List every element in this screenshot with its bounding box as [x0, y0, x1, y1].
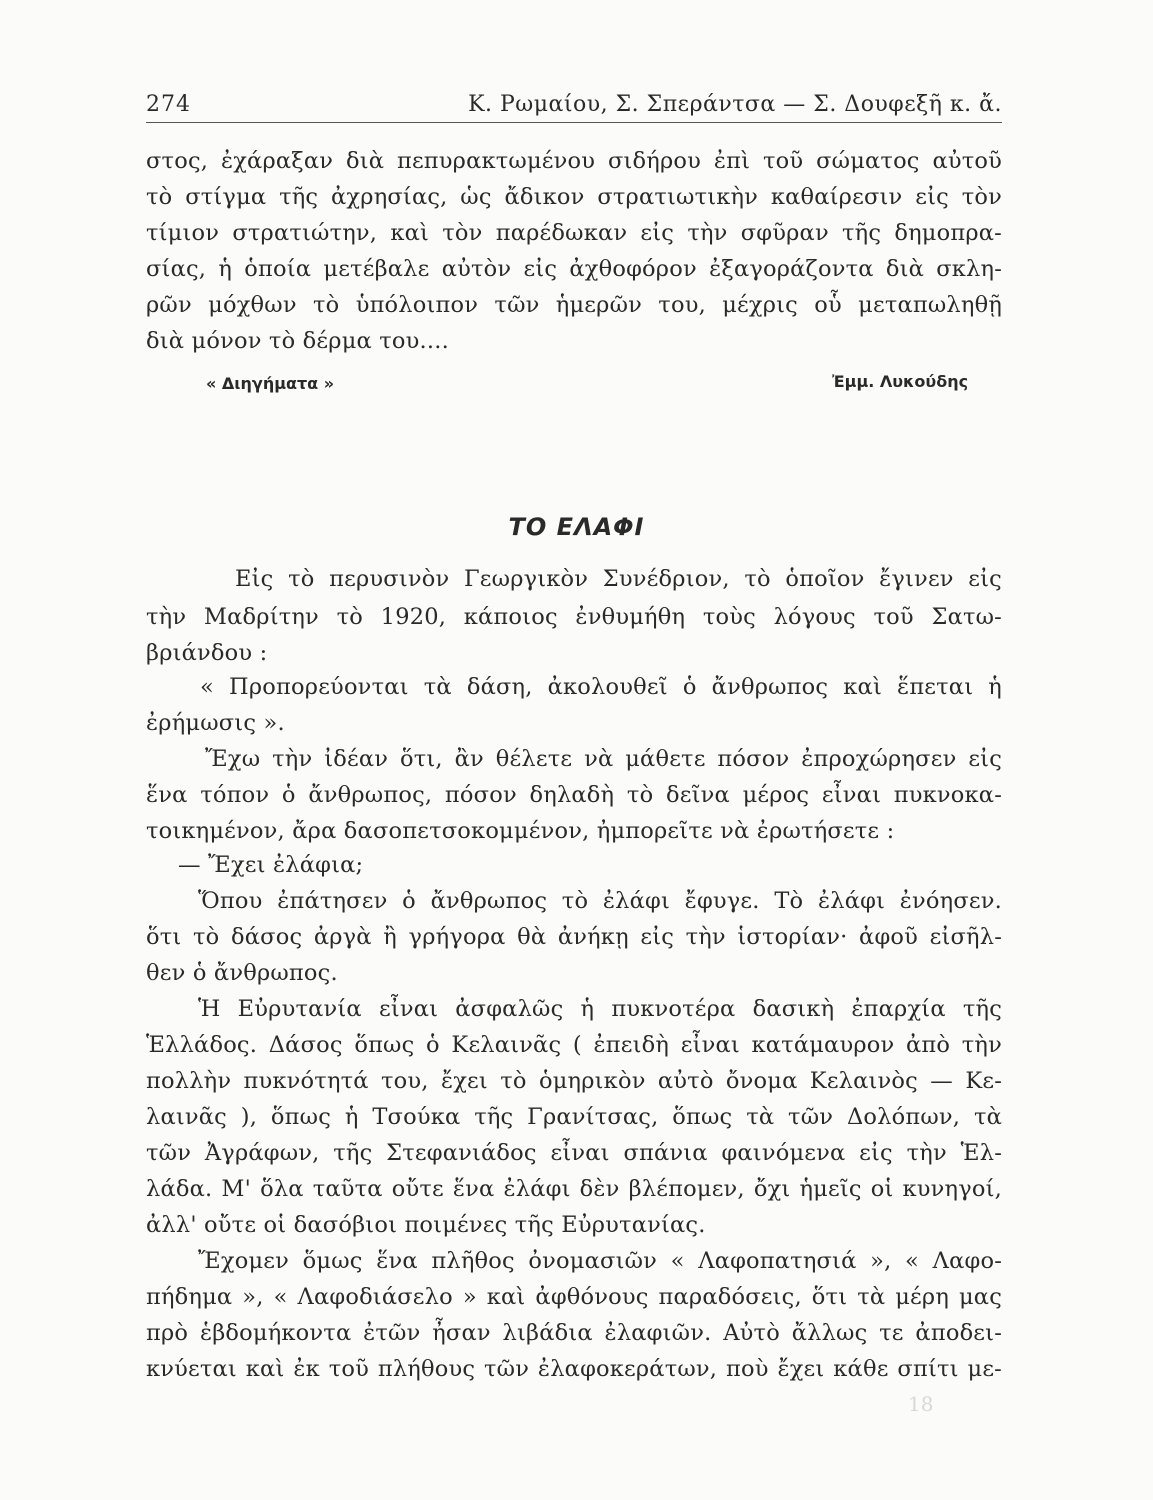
text-line: ἕνα τόπον ὁ ἄνθρωπος, πόσον δηλαδὴ τὸ δεῖνα μέρος εἶναι πυκνοκα-	[146, 782, 1002, 808]
text-line: διὰ μόνον τὸ δέρμα του....	[146, 328, 449, 354]
text-line: ἐρήμωσις ».	[146, 710, 285, 736]
text-line: λάδα. Μ' ὅλα ταῦτα οὔτε ἕνα ἐλάφι δὲν βλέπομεν, ὄχι ἡμεῖς οἱ κυνηγοί,	[146, 1176, 1002, 1202]
page-header	[146, 84, 1002, 124]
text-line: Εἰς τὸ περυσινὸν Γεωργικὸν Συνέδριον, τὸ ὁποῖον ἔγινεν εἰς	[235, 566, 1002, 592]
text-line: Ἑλλάδος. Δάσος ὅπως ὁ Κελαινᾶς ( ἐπειδὴ εἶναι κατάμαυρον ἀπὸ τὴν	[146, 1032, 1002, 1058]
source-attribution: « Διηγήματα »	[206, 374, 335, 393]
text-line: τίμιον στρατιώτην, καὶ τὸν παρέδωκαν εἰς τὴν σφῦραν τῆς δημοπρα-	[146, 220, 1002, 246]
text-line: σίας, ἡ ὁποία μετέβαλε αὐτὸν εἰς ἀχθοφόρον ἐξαγοράζοντα διὰ σκλη-	[146, 256, 1002, 282]
header-rule	[146, 122, 1002, 123]
text-line: — Ἔχει ἐλάφια;	[178, 852, 364, 878]
text-line: « Προπορεύονται τὰ δάση, ἀκολουθεῖ ὁ ἄνθρωπος καὶ ἕπεται ἡ	[200, 674, 1002, 700]
text-line: τὸ στίγμα τῆς ἀχρησίας, ὡς ἄδικον στρατιωτικὴν καθαίρεσιν εἰς τὸν	[146, 184, 1002, 210]
page-number: 274	[146, 92, 191, 117]
text-line: λαινᾶς ), ὅπως ἡ Τσούκα τῆς Γρανίτσας, ὅπως τὰ τῶν Δολόπων, τὰ	[146, 1104, 1002, 1130]
text-line: θεν ὁ ἄνθρωπος.	[146, 960, 338, 986]
text-line: ἀλλ' οὔτε οἱ δασόβιοι ποιμένες τῆς Εὐρυτανίας.	[146, 1212, 706, 1238]
bleed-through-number: 18	[908, 1392, 934, 1416]
text-line: πολλὴν πυκνότητά του, ἔχει τὸ ὁμηρικὸν αὐτὸ ὄνομα Κελαινὸς — Κε-	[146, 1068, 1002, 1094]
text-line: Ἔχομεν ὅμως ἕνα πλῆθος ὀνομασιῶν « Λαφοπατησιά », « Λαφο-	[198, 1248, 1002, 1274]
text-line: ὅτι τὸ δάσος ἀργὰ ἢ γρήγορα θὰ ἀνήκῃ εἰς τὴν ἱστορίαν· ἀφοῦ εἰσῆλ-	[146, 924, 1002, 950]
text-line: ρῶν μόχθων τὸ ὑπόλοιπον τῶν ἡμερῶν του, μέχρις οὗ μεταπωληθῇ	[146, 292, 1002, 318]
text-line: στος, ἐχάραξαν διὰ πεπυρακτωμένου σιδήρου ἐπὶ τοῦ σώματος αὐτοῦ	[146, 148, 1002, 174]
text-line: Ἡ Εὐρυτανία εἶναι ἀσφαλῶς ἡ πυκνοτέρα δασικὴ ἐπαρχία τῆς	[198, 996, 1002, 1022]
text-line: τῶν Ἀγράφων, τῆς Στεφανιάδος εἶναι σπάνια φαινόμενα εἰς τὴν Ἑλ-	[146, 1140, 1002, 1166]
article-title: ΤΟ ΕΛΑΦΙ	[508, 513, 645, 541]
author-attribution: Ἐμμ. Λυκούδης	[832, 372, 969, 391]
text-line: πήδημα », « Λαφοδιάσελο » καὶ ἀφθόνους παραδόσεις, ὅτι τὰ μέρη μας	[146, 1284, 1002, 1310]
text-line: τοικημένον, ἄρα δασοπετσοκομμένον, ἠμπορεῖτε νὰ ἐρωτήσετε :	[146, 818, 895, 844]
text-line: τὴν Μαδρίτην τὸ 1920, κάποιος ἐνθυμήθη τοὺς λόγους τοῦ Σατω-	[146, 604, 1002, 630]
running-head: Κ. Ρωμαίου, Σ. Σπεράντσα — Σ. Δουφεξῆ κ. ἄ.	[468, 92, 1002, 117]
text-line: βριάνδου :	[146, 640, 268, 666]
text-line: Ἔχω τὴν ἰδέαν ὅτι, ἂν θέλετε νὰ μάθετε πόσον ἐπροχώρησεν εἰς	[205, 746, 1002, 772]
text-line: κνύεται καὶ ἐκ τοῦ πλήθους τῶν ἐλαφοκεράτων, ποὺ ἔχει κάθε σπίτι με-	[146, 1356, 1002, 1382]
text-line: Ὅπου ἐπάτησεν ὁ ἄνθρωπος τὸ ἐλάφι ἔφυγε. Τὸ ἐλάφι ἐνόησεν.	[198, 888, 1002, 914]
text-line: πρὸ ἑβδομήκοντα ἐτῶν ἦσαν λιβάδια ἐλαφιῶν. Αὐτὸ ἄλλως τε ἀποδει-	[146, 1320, 1002, 1346]
